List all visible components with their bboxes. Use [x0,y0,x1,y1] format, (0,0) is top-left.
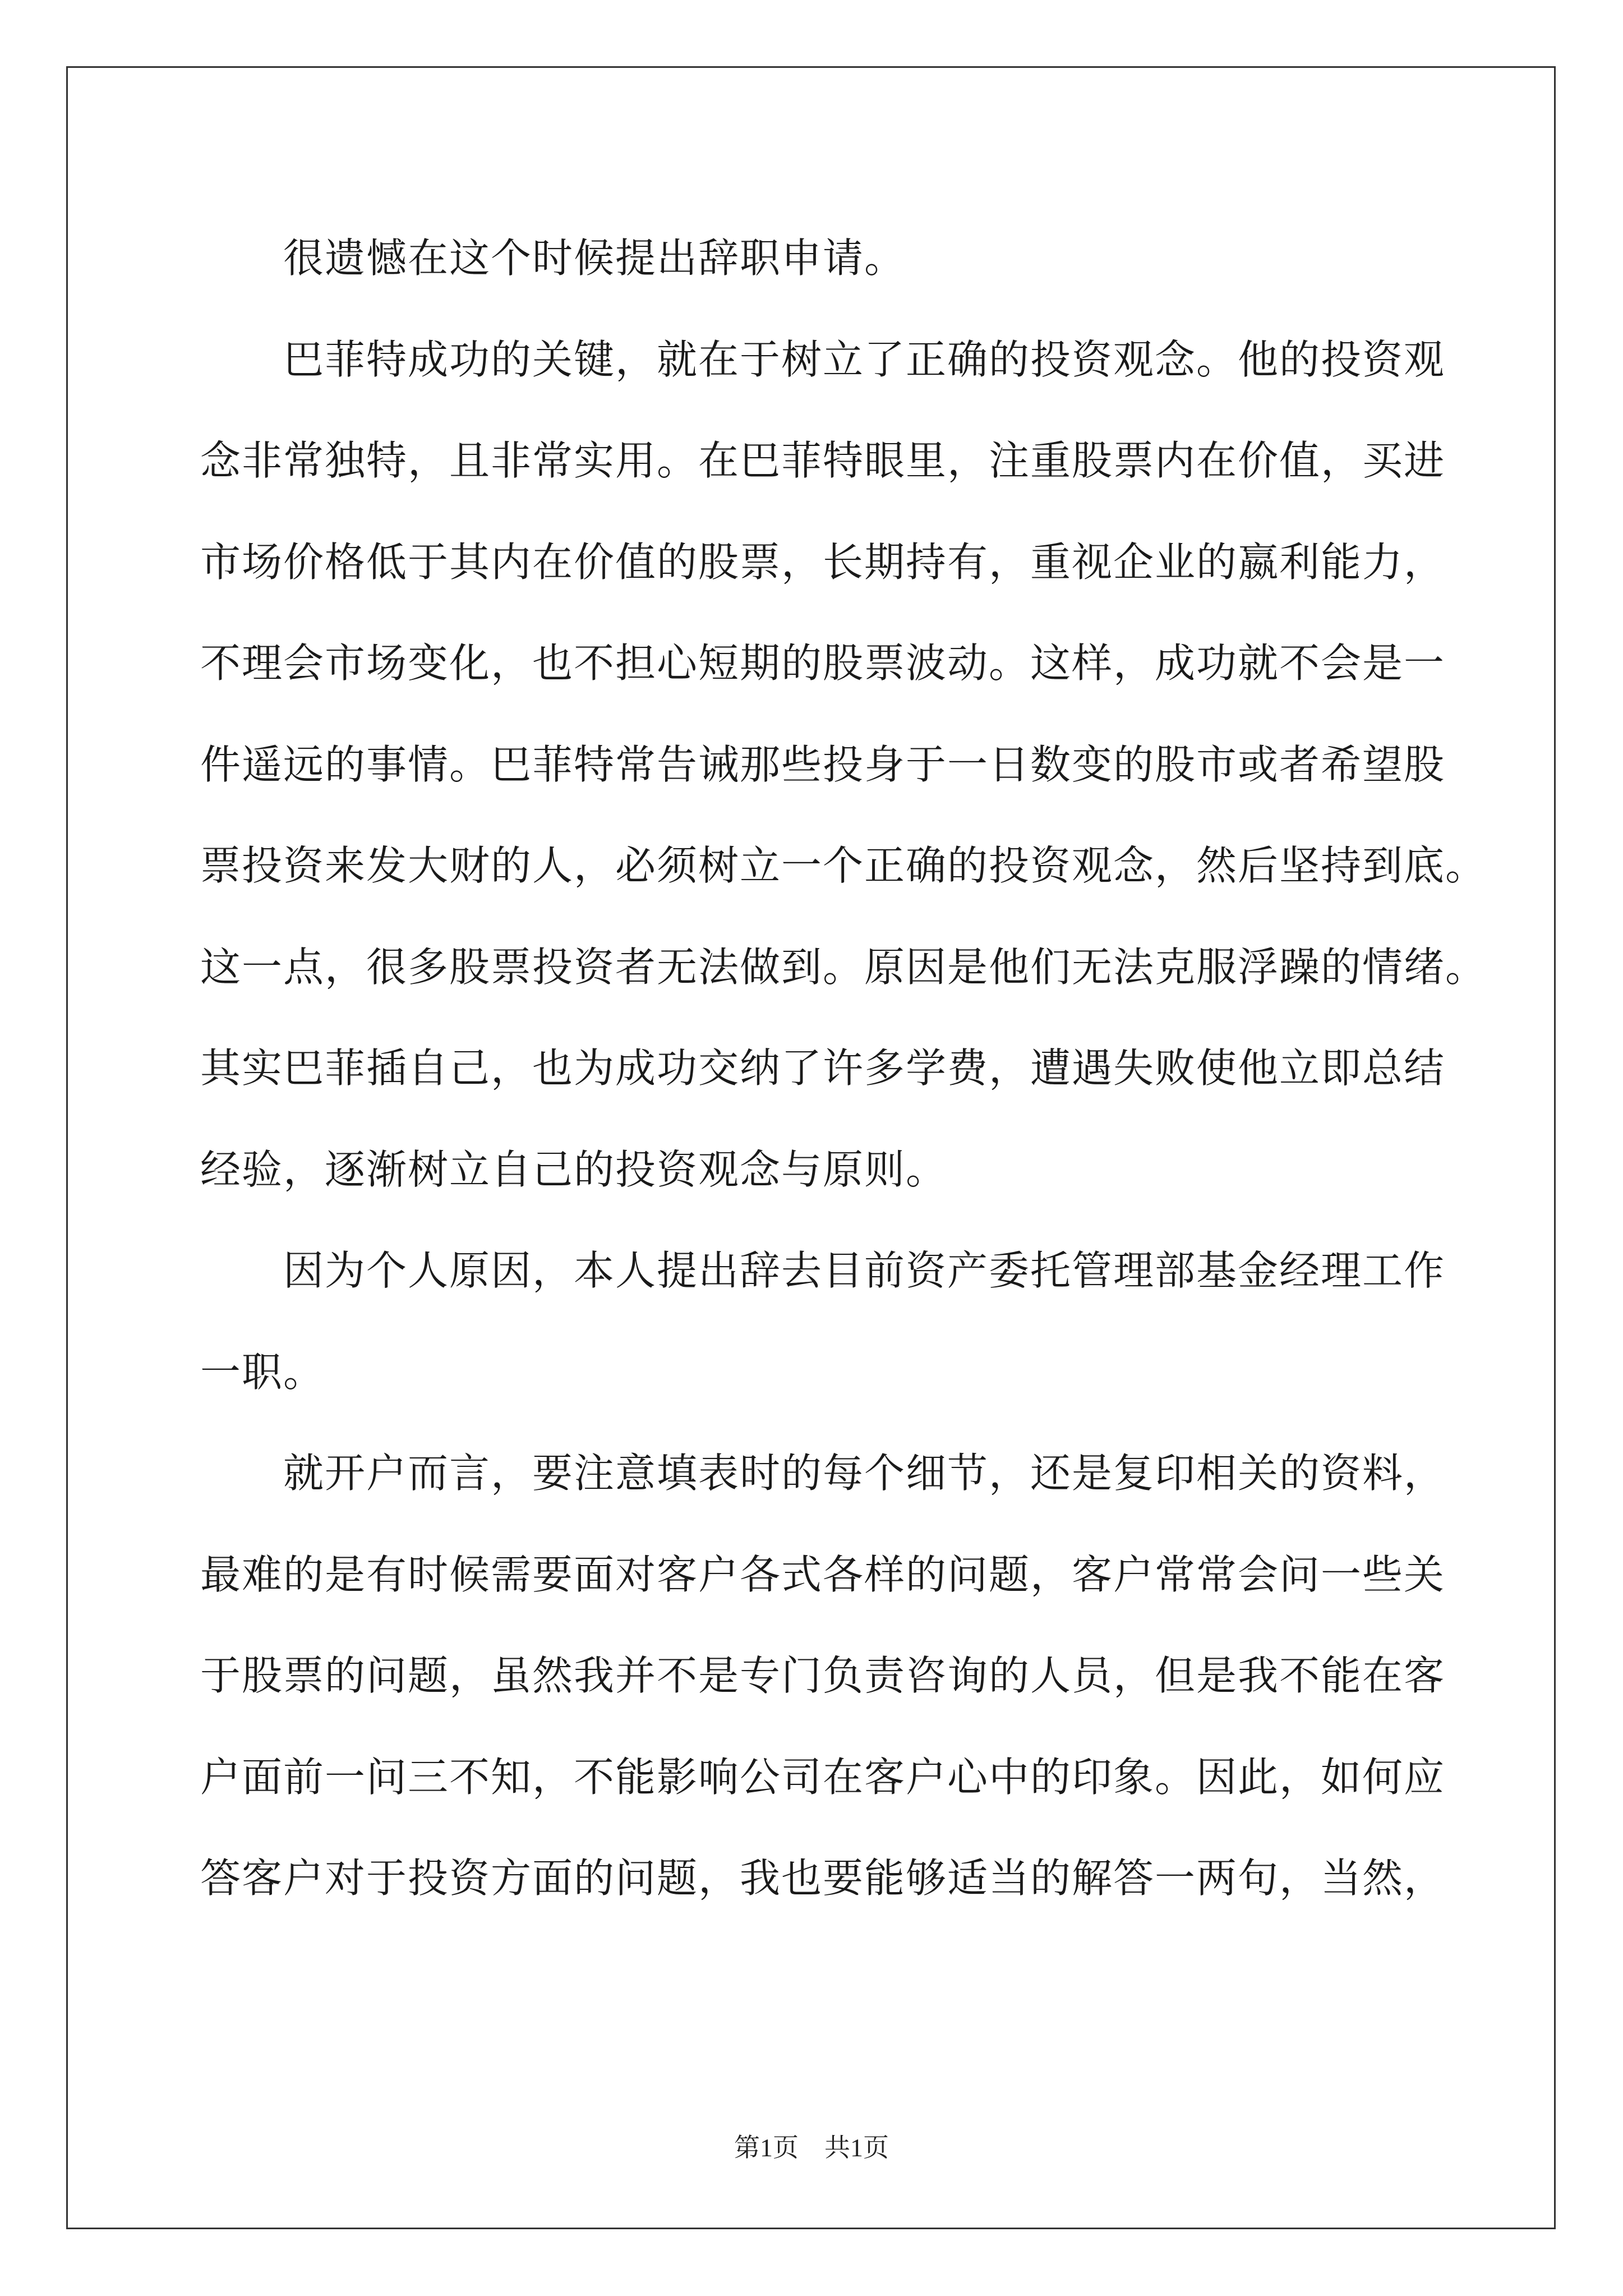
text-line: 这一点，很多股票投资者无法做到。原因是他们无法克服浮躁的情绪。 [200,943,1487,991]
text-line: 户面前一问三不知，不能影响公司在客户心中的印象。因此，如何应 [200,1753,1446,1801]
document-body [200,208,1487,1929]
text-line: 市场价格低于其内在价值的股票，长期持有，重视企业的嬴利能力， [200,538,1446,586]
text-line: 很遗憾在这个时候提出辞职申请。 [283,234,906,282]
text-line: 因为个人原因，本人提出辞去目前资产委托管理部基金经理工作 [283,1247,1446,1294]
page-total: 共1页 [824,2133,889,2162]
page-number: 第1页 [734,2133,799,2162]
text-line: 巴菲特成功的关键，就在于树立了正确的投资观念。他的投资观 [283,335,1446,383]
page-footer [0,2127,1623,2164]
text-line: 经验，逐渐树立自己的投资观念与原则。 [200,1145,948,1193]
text-line: 一职。 [200,1348,325,1396]
text-line: 最难的是有时候需要面对客户各式各样的问题，客户常常会问一些关 [200,1550,1446,1598]
paragraph-3 [200,1220,1446,1423]
text-line: 念非常独特，且非常实用。在巴菲特眼里，注重股票内在价值，买进 [200,437,1446,484]
text-line: 票投资来发大财的人，必须树立一个正确的投资观念，然后坚持到底。 [200,842,1487,889]
text-line: 于股票的问题，虽然我并不是专门负责咨询的人员，但是我不能在客 [200,1652,1446,1699]
paragraph-4 [200,1423,1446,1929]
text-line: 件遥远的事情。巴菲特常告诫那些投身于一日数变的股市或者希望股 [200,740,1446,788]
paragraph-2 [200,309,1487,1221]
paragraph-1 [200,208,1423,309]
text-line: 就开户而言，要注意填表时的每个细节，还是复印相关的资料， [283,1450,1446,1497]
text-line: 其实巴菲插自己，也为成功交纳了许多学费，遭遇失败使他立即总结 [200,1045,1446,1092]
text-line: 不理会市场变化，也不担心短期的股票波动。这样，成功就不会是一 [200,639,1446,687]
text-line: 答客户对于投资方面的问题，我也要能够适当的解答一两句，当然， [200,1855,1446,1902]
